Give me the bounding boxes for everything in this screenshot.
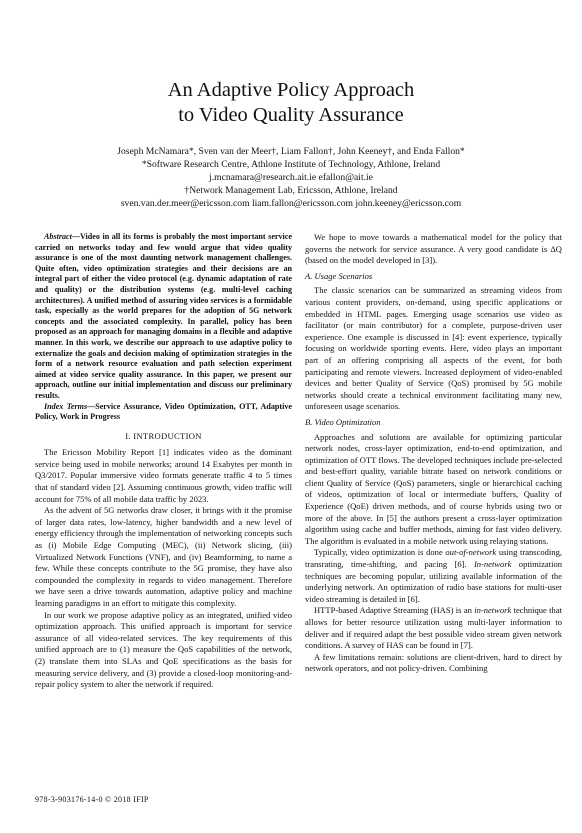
text-span: Typically, video optimization is done — [314, 547, 446, 558]
abstract-text: —Video in all its forms is probably the most important service carried on networks today and few would argue that video quality assurance is one of the most daunting network management challenges. Quite often, video optimization strategies and their decisions are an integral part of either the video protocol (e.g. dynamic adaptation of rate and quality) or the distribution systems (e.g. multi-level caching architectures). A unified method of assuring video services is a formidable task, especially as the world prepares for the adoption of 5G network concepts and the associated complexity. In parallel, policy has been proposed as an approach for managing domains in a flexible and adaptive manner. In this work, we describe our approach to use adaptive policy to externalize the goals and decision making of optimization strategies in the form of a network resource evaluation and path selection experiment aimed at video service quality assurance. In this paper, we present our approach, outline our initial implementation and discuss our preliminary results. — [35, 232, 292, 400]
affiliation-2: †Network Management Lab, Ericsson, Athlone, Ireland — [184, 185, 398, 196]
left-column — [35, 232, 292, 691]
video-optimization-paragraph-1: Approaches and solutions are available for optimizing particular network nodes, cross-layer optimization, end-to-end optimization, and optimization of OTT flows. The developed techniques include pre-selected and best-effort quality, variable bitrate based on network conditions or client Quality of Service (QoS) parameters, single or hierarchical caching of videos, optimization of local or intermediate buffers, Quality of Experience (QoE) driven methods, and of course hybrids using two or more of the above. In [5] the authors present a cross-layer optimization algorithm using cache and buffer methods, aiming for fast video delivery. The algorithm is evaluated in a mobile network using relaying stations. — [305, 431, 562, 546]
subsection-heading-usage-scenarios: A. Usage Scenarios — [305, 270, 373, 281]
video-optimization-paragraph-3 — [305, 605, 562, 651]
video-optimization-paragraph-4: A few limitations remain: solutions are client-driven, hard to direct by network operators, and not policy-driven. Combining — [305, 651, 562, 674]
email-1: j.mcnamara@research.ait.ie efallon@ait.ie — [209, 172, 373, 183]
paper-title — [0, 78, 582, 128]
intro-paragraph-3: In our work we propose adaptive policy as an integrated, unified video optimization approach. This unified approach is important for service assurance of all video-related services. The key requirements of this unified approach are to (1) measure the QoS capabilities of the network, (2) translate them into SLAs and QoE specifications as the basis for measuring service delivery, and (3) provide a closed-loop monitoring-and-repair policy system to alter the network if required. — [35, 609, 292, 690]
copyright-footer: 978-3-903176-14-0 © 2018 IFIP — [35, 795, 149, 804]
right-paragraph-0: We hope to move towards a mathematical model for the policy that governs the network for service assurance. A very good candidate is ΔQ (based on the model developed in [3]). — [305, 232, 562, 266]
video-optimization-paragraph-2 — [305, 547, 562, 605]
title-line-1: An Adaptive Policy Approach — [167, 79, 415, 101]
intro-paragraph-1: The Ericsson Mobility Report [1] indicates video as the dominant service being used in mobile networks; around 14 Exabytes per month in Q3/2017. Popular immersive video formats generate traffic 4 to 5 times that of standard video [2]. Assuming continuous growth, video traffic will account for 75% of all mobile data traffic by 2023. — [35, 447, 292, 504]
right-column — [305, 232, 562, 675]
text-span: using transcoding, transrating, time-shifting, and pacing [6]. — [305, 547, 562, 570]
intro-paragraph-2: As the advent of 5G networks draw closer, it brings with it the promise of larger data rates, low-latency, higher bandwidth and a new level of energy efficiency through the implementation of networking concepts such as (i) Mobile Edge Computing (MEC), (ii) Network slicing, (iii) Virtualized Network Functions (VNF), and (iv) Beamforming, to name a few. While these concepts contribute to the 5G promise, they have also compounded the complexity in regards to video management. Therefore we have seen a drive towards automation, adaptive policy and machine learning paradigms in an effort to mitigate this complexity. — [35, 505, 292, 608]
text-span: optimization techniques are becoming popular, utilizing available information of the underlying network. An optimization of radio base stations for multi-user video streaming is detailed in [6]. — [305, 559, 563, 604]
email-2: sven.van.der.meer@ericsson.com liam.fallon@ericsson.com john.keeney@ericsson.com — [120, 198, 462, 209]
emphasis-in-network: in-network — [474, 605, 512, 616]
emphasis-in-network: In-network — [473, 559, 512, 570]
index-terms — [35, 402, 292, 423]
title-line-2: to Video Quality Assurance — [178, 104, 404, 126]
affiliation-1: *Software Research Centre, Athlone Institute of Technology, Athlone, Ireland — [141, 159, 441, 170]
abstract — [35, 232, 292, 402]
abstract-lead: Abstract — [44, 232, 72, 241]
subsection-heading-video-optimization: B. Video Optimization — [305, 416, 381, 427]
usage-scenarios-paragraph: The classic scenarios can be summarized as streaming videos from various content providers, on-demand, using specific applications or embedded in HTML pages. Emerging usage scenarios use video as facilitator (or main contributor) for a complete, purpose-driven user experience. One example is discussed in [4]: event experience, typically focusing on worldwide sporting events. Here, video plays an important part of an offering comprising all aspects of the event, for both participating and remote viewers. Increased deployment of video-enabled devices and better Quality of Service (QoS) promised by 5G mobile networks should create a technical environment facilitating many new, unforeseen usage scenarios. — [305, 285, 562, 412]
index-terms-lead: Index Terms — [44, 401, 88, 411]
author-block — [0, 145, 582, 210]
index-terms-text: —Service Assurance, Video Optimization, OTT, Adaptive Policy, Work in Progress — [35, 401, 292, 422]
emphasis-out-of-network: out-of-network — [445, 547, 497, 558]
section-heading-introduction: I. INTRODUCTION — [125, 430, 202, 441]
author-names: Joseph McNamara*, Sven van der Meer†, Liam Fallon†, John Keeney†, and Enda Fallon* — [117, 146, 465, 157]
text-span: HTTP-based Adaptive Streaming (HAS) is an — [314, 605, 475, 616]
text-span: technique that allows for better resource utilization using multi-layer information to deliver and if required adapt the best possible video stream given network conditions. A survey of HAS can be found in [7]. — [305, 605, 562, 651]
